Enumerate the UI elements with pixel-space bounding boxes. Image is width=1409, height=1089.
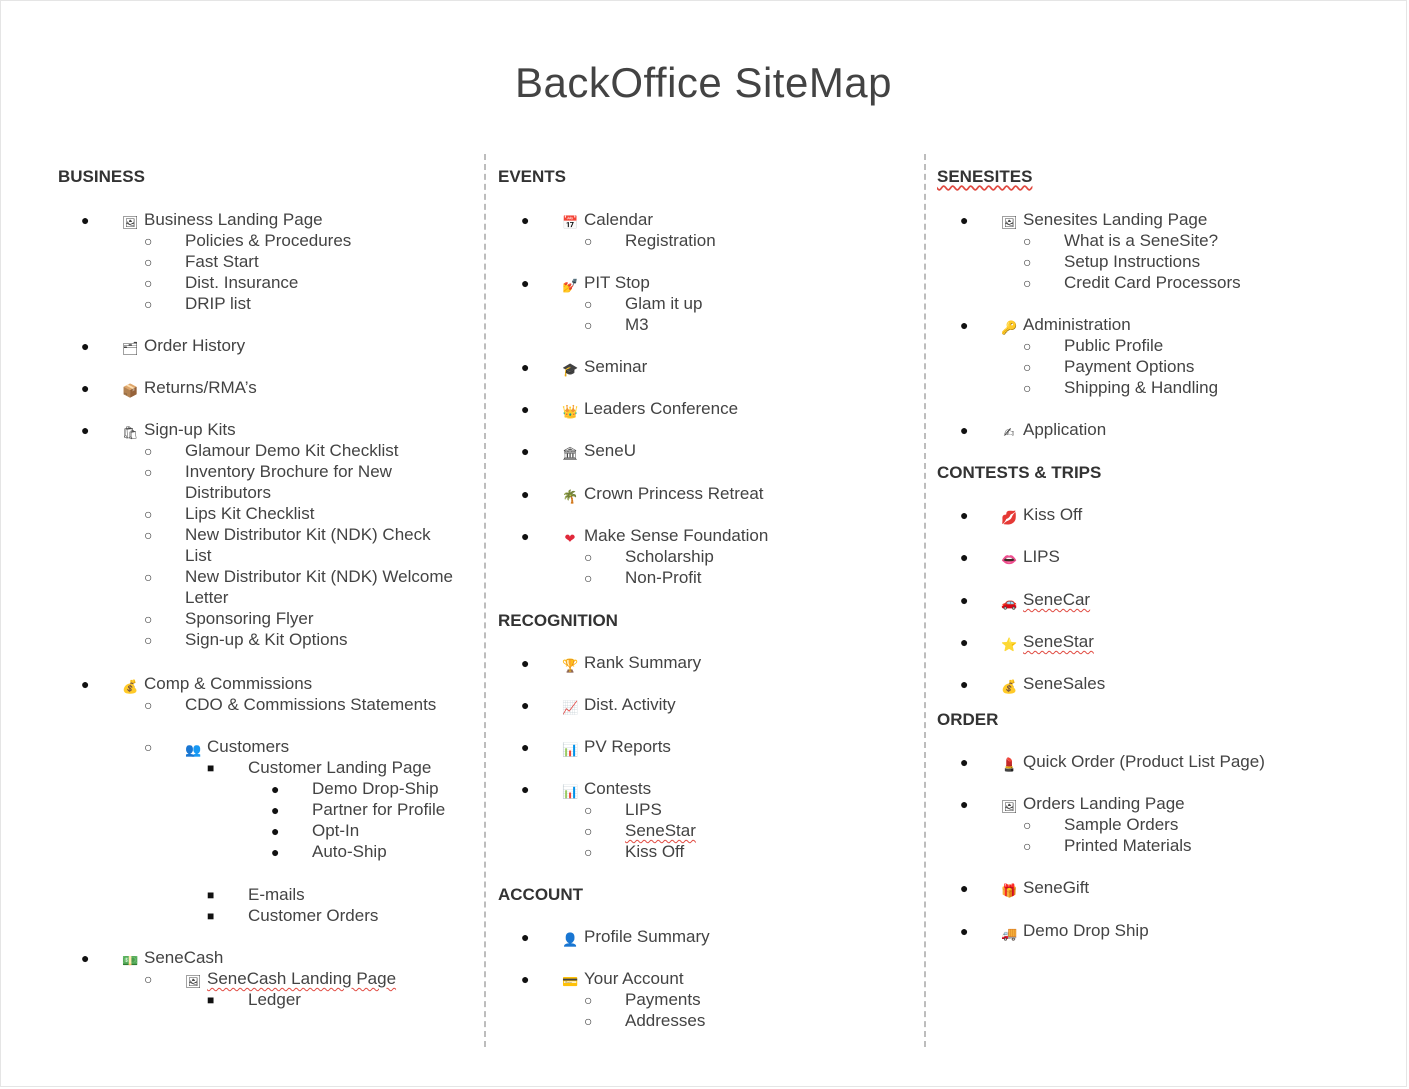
bullet: ●	[81, 950, 90, 966]
bullet: ○	[144, 464, 153, 480]
bullet: ●	[521, 275, 530, 291]
kiss-mark-icon: 💋	[1001, 511, 1018, 526]
link-customer-orders[interactable]: Customer Orders	[248, 906, 379, 925]
link-public-profile[interactable]: Public Profile	[1064, 336, 1164, 355]
bullet: ●	[81, 338, 90, 354]
bullet: ●	[960, 317, 969, 333]
bullet: ●	[960, 634, 969, 650]
link-senecash[interactable]: 💵 SeneCash	[122, 948, 224, 969]
link-returns-rma[interactable]: 📦 Returns/RMA’s	[122, 378, 257, 399]
link-addresses[interactable]: Addresses	[625, 1011, 706, 1030]
section-heading-account: ACCOUNT	[498, 885, 583, 904]
person-icon: 👤	[562, 933, 579, 948]
picture-icon: 🖼	[185, 975, 202, 990]
bullet: ○	[144, 233, 153, 249]
chart-increasing-icon: 📈	[562, 701, 579, 716]
crown-icon: 👑	[562, 405, 579, 420]
link-signup-kits[interactable]: 🛍 Sign-up Kits	[122, 420, 236, 441]
lips-icon: 👄	[1001, 553, 1018, 568]
bullet: ●	[81, 380, 90, 396]
link-calendar[interactable]: 📅 Calendar	[562, 210, 653, 231]
link-senestar[interactable]: ⭐ SeneStar	[1001, 632, 1094, 653]
link-emails[interactable]: E-mails	[248, 885, 305, 904]
bullet: ○	[584, 992, 593, 1008]
bullet: ●	[271, 823, 280, 839]
bullet: ■	[207, 761, 215, 775]
key-icon: 🔑	[1001, 321, 1018, 336]
link-registration[interactable]: Registration	[625, 231, 716, 250]
section-heading-senesites: SENESITES	[937, 167, 1033, 186]
bullet: ●	[271, 802, 280, 818]
link-sponsoring-flyer[interactable]: Sponsoring Flyer	[185, 609, 314, 628]
link-auto-ship[interactable]: Auto-Ship	[312, 842, 387, 861]
bullet: ○	[584, 570, 593, 586]
link-shipping-handling[interactable]: Shipping & Handling	[1064, 378, 1219, 397]
car-icon: 🚗	[1001, 596, 1018, 611]
bullet: ●	[521, 212, 530, 228]
bullet: ○	[584, 549, 593, 565]
bullet: ○	[584, 802, 593, 818]
link-non-profit[interactable]: Non-Profit	[625, 568, 702, 587]
link-signup-kit-options[interactable]: Sign-up & Kit Options	[185, 630, 348, 649]
bullet: ○	[584, 296, 593, 312]
column-divider	[924, 154, 926, 1047]
bullet: ○	[144, 443, 153, 459]
link-payments[interactable]: Payments	[625, 990, 701, 1009]
bullet: ○	[1023, 338, 1032, 354]
section-heading-contests-trips: CONTESTS & TRIPS	[937, 463, 1102, 482]
bullet: ●	[960, 422, 969, 438]
credit-card-icon: 💳	[562, 975, 579, 990]
link-pit-stop[interactable]: 💅 PIT Stop	[562, 273, 650, 294]
bullet: ●	[521, 443, 530, 459]
link-contest-kiss-off[interactable]: Kiss Off	[625, 842, 685, 861]
bullet: ○	[584, 317, 593, 333]
bullet: ●	[271, 844, 280, 860]
link-printed-materials[interactable]: Printed Materials	[1064, 836, 1192, 855]
trophy-icon: 🏆	[562, 659, 579, 674]
calendar-icon: 📅	[562, 216, 579, 231]
folder-icon: 🗂	[122, 342, 139, 357]
bullet: ●	[960, 880, 969, 896]
link-contests[interactable]: 📊 Contests	[562, 779, 652, 800]
link-quick-order[interactable]: 💄 Quick Order (Product List Page)	[1001, 752, 1265, 773]
bullet: ●	[521, 739, 530, 755]
link-setup-instructions[interactable]: Setup Instructions	[1064, 252, 1201, 271]
column-divider	[484, 154, 486, 1047]
bullet: ●	[960, 754, 969, 770]
bullet: ○	[1023, 275, 1032, 291]
bullet: ■	[207, 909, 215, 923]
bullet: ○	[144, 632, 153, 648]
money-icon: 💵	[122, 954, 139, 969]
link-leaders-conference[interactable]: 👑 Leaders Conference	[562, 399, 739, 420]
bullet: ■	[207, 993, 215, 1007]
link-opt-in[interactable]: Opt-In	[312, 821, 360, 840]
bullet: ●	[960, 923, 969, 939]
link-seneu[interactable]: 🏛 SeneU	[562, 441, 636, 462]
link-ndk-check-list-cont[interactable]: List	[185, 546, 212, 565]
bullet: ○	[1023, 233, 1032, 249]
link-dist-insurance[interactable]: Dist. Insurance	[185, 273, 299, 292]
writing-hand-icon: ✍	[1003, 426, 1015, 441]
link-ndk-welcome-letter-cont[interactable]: Letter	[185, 588, 229, 607]
bullet: ●	[271, 781, 280, 797]
bullet: ●	[960, 592, 969, 608]
bullet: ○	[1023, 254, 1032, 270]
link-your-account[interactable]: 💳 Your Account	[562, 969, 684, 990]
bullet: ●	[521, 528, 530, 544]
bullet: ○	[584, 844, 593, 860]
bullet: ○	[144, 506, 153, 522]
link-lips[interactable]: 👄 LIPS	[1001, 547, 1060, 568]
link-ledger[interactable]: Ledger	[248, 990, 301, 1009]
link-scholarship[interactable]: Scholarship	[625, 547, 714, 566]
link-contest-senestar[interactable]: SeneStar	[625, 821, 696, 840]
link-what-is-senesite[interactable]: What is a SeneSite?	[1064, 231, 1219, 250]
link-sample-orders[interactable]: Sample Orders	[1064, 815, 1179, 834]
bullet: ●	[521, 971, 530, 987]
bullet: ○	[144, 254, 153, 270]
bullet: ○	[584, 1013, 593, 1029]
section-heading-business: BUSINESS	[58, 167, 145, 186]
graduation-cap-icon: 🎓	[562, 363, 579, 378]
picture-icon: 🖼	[122, 216, 139, 231]
bullet: ●	[960, 796, 969, 812]
link-dist-activity[interactable]: 📈 Dist. Activity	[562, 695, 676, 716]
bullet: ○	[1023, 359, 1032, 375]
link-senegift[interactable]: 🎁 SeneGift	[1001, 878, 1090, 899]
link-inventory-brochure[interactable]: Inventory Brochure for New	[185, 462, 392, 481]
people-icon: 👥	[185, 743, 202, 758]
link-kiss-off[interactable]: 💋 Kiss Off	[1001, 505, 1083, 526]
star-icon: ⭐	[1001, 638, 1018, 653]
shopping-bags-icon: 🛍	[122, 426, 139, 441]
bullet: ○	[144, 739, 153, 755]
link-ndk-welcome-letter[interactable]: New Distributor Kit (NDK) Welcome	[185, 567, 453, 586]
link-senesales[interactable]: 💰 SeneSales	[1001, 674, 1106, 695]
page-title: BackOffice SiteMap	[514, 59, 893, 106]
bullet: ●	[521, 781, 530, 797]
section-heading-events: EVENTS	[498, 167, 567, 186]
lipstick-icon: 💄	[1001, 758, 1018, 773]
link-application[interactable]: ✍ Application	[1001, 420, 1106, 442]
link-administration[interactable]: 🔑 Administration	[1001, 315, 1131, 336]
bullet: ○	[144, 971, 153, 987]
link-policies-procedures[interactable]: Policies & Procedures	[185, 231, 352, 250]
link-crown-princess-retreat[interactable]: 🌴 Crown Princess Retreat	[562, 484, 764, 505]
bullet: ●	[960, 549, 969, 565]
link-demo-drop-ship[interactable]: Demo Drop-Ship	[312, 779, 439, 798]
link-m3[interactable]: M3	[625, 315, 649, 334]
bullet: ●	[521, 655, 530, 671]
link-fast-start[interactable]: Fast Start	[185, 252, 259, 271]
link-contest-lips[interactable]: LIPS	[625, 800, 662, 819]
bullet: ○	[144, 611, 153, 627]
bar-chart-icon: 📊	[562, 785, 579, 800]
link-demo-drop-ship[interactable]: 🚚 Demo Drop Ship	[1001, 921, 1149, 942]
picture-icon: 🖼	[1001, 216, 1018, 231]
link-make-sense-foundation[interactable]: ❤ Make Sense Foundation	[562, 526, 768, 548]
link-customers[interactable]: 👥 Customers	[185, 737, 290, 758]
bullet: ■	[207, 888, 215, 902]
palm-tree-icon: 🌴	[562, 490, 579, 505]
link-glamour-demo-kit[interactable]: Glamour Demo Kit Checklist	[185, 441, 399, 460]
gift-icon: 🎁	[1001, 884, 1018, 899]
bullet: ○	[1023, 838, 1032, 854]
bullet: ○	[584, 823, 593, 839]
heart-icon: ❤	[564, 532, 576, 547]
link-order-history[interactable]: 🗂 Order History	[122, 336, 246, 357]
bullet: ●	[81, 422, 90, 438]
delivery-truck-icon: 🚚	[1001, 927, 1018, 942]
link-ndk-check-list[interactable]: New Distributor Kit (NDK) Check	[185, 525, 431, 544]
bullet: ○	[1023, 817, 1032, 833]
nail-polish-icon: 💅	[562, 279, 579, 294]
link-credit-card-processors[interactable]: Credit Card Processors	[1064, 273, 1241, 292]
link-comp-commissions[interactable]: 💰 Comp & Commissions	[122, 674, 313, 695]
bullet: ●	[521, 697, 530, 713]
bullet: ●	[81, 676, 90, 692]
bullet: ○	[144, 527, 153, 543]
classical-building-icon: 🏛	[562, 447, 579, 462]
link-partner-for-profile[interactable]: Partner for Profile	[312, 800, 446, 819]
bullet: ●	[960, 212, 969, 228]
link-pv-reports[interactable]: 📊 PV Reports	[562, 737, 671, 758]
section-heading-order: ORDER	[937, 710, 999, 729]
bullet: ○	[1023, 380, 1032, 396]
link-glam-it-up[interactable]: Glam it up	[625, 294, 703, 313]
bullet: ○	[144, 697, 153, 713]
link-senecash-landing-page[interactable]: 🖼 SeneCash Landing Page	[185, 969, 397, 990]
link-drip-list[interactable]: DRIP list	[185, 294, 251, 313]
bullet: ●	[960, 507, 969, 523]
section-heading-recognition: RECOGNITION	[498, 611, 618, 630]
picture-icon: 🖼	[1001, 800, 1018, 815]
link-profile-summary[interactable]: 👤 Profile Summary	[562, 927, 710, 948]
bullet: ●	[521, 359, 530, 375]
bullet: ●	[521, 929, 530, 945]
bullet: ○	[584, 233, 593, 249]
bullet: ○	[144, 296, 153, 312]
bullet: ●	[81, 212, 90, 228]
bullet: ●	[521, 401, 530, 417]
link-senesites-landing-page[interactable]: 🖼 Senesites Landing Page	[1001, 210, 1208, 231]
bullet: ○	[144, 275, 153, 291]
money-bag-icon: 💰	[1001, 680, 1018, 695]
link-lips-kit-checklist[interactable]: Lips Kit Checklist	[185, 504, 315, 523]
link-orders-landing-page[interactable]: 🖼 Orders Landing Page	[1001, 794, 1185, 815]
link-payment-options[interactable]: Payment Options	[1064, 357, 1195, 376]
link-seminar[interactable]: 🎓 Seminar	[562, 357, 648, 378]
link-business-landing-page[interactable]: 🖼 Business Landing Page	[122, 210, 323, 231]
link-inventory-brochure-cont[interactable]: Distributors	[185, 483, 271, 502]
link-customer-landing-page[interactable]: Customer Landing Page	[248, 758, 432, 777]
bullet: ○	[144, 569, 153, 585]
link-senecar[interactable]: 🚗 SeneCar	[1001, 590, 1091, 611]
money-bag-icon: 💰	[122, 680, 139, 695]
package-icon: 📦	[122, 384, 139, 399]
bar-chart-icon: 📊	[562, 743, 579, 758]
bullet: ●	[521, 486, 530, 502]
bullet: ●	[960, 676, 969, 692]
link-rank-summary[interactable]: 🏆 Rank Summary	[562, 653, 702, 674]
link-cdo-statements[interactable]: CDO & Commissions Statements	[185, 695, 437, 714]
